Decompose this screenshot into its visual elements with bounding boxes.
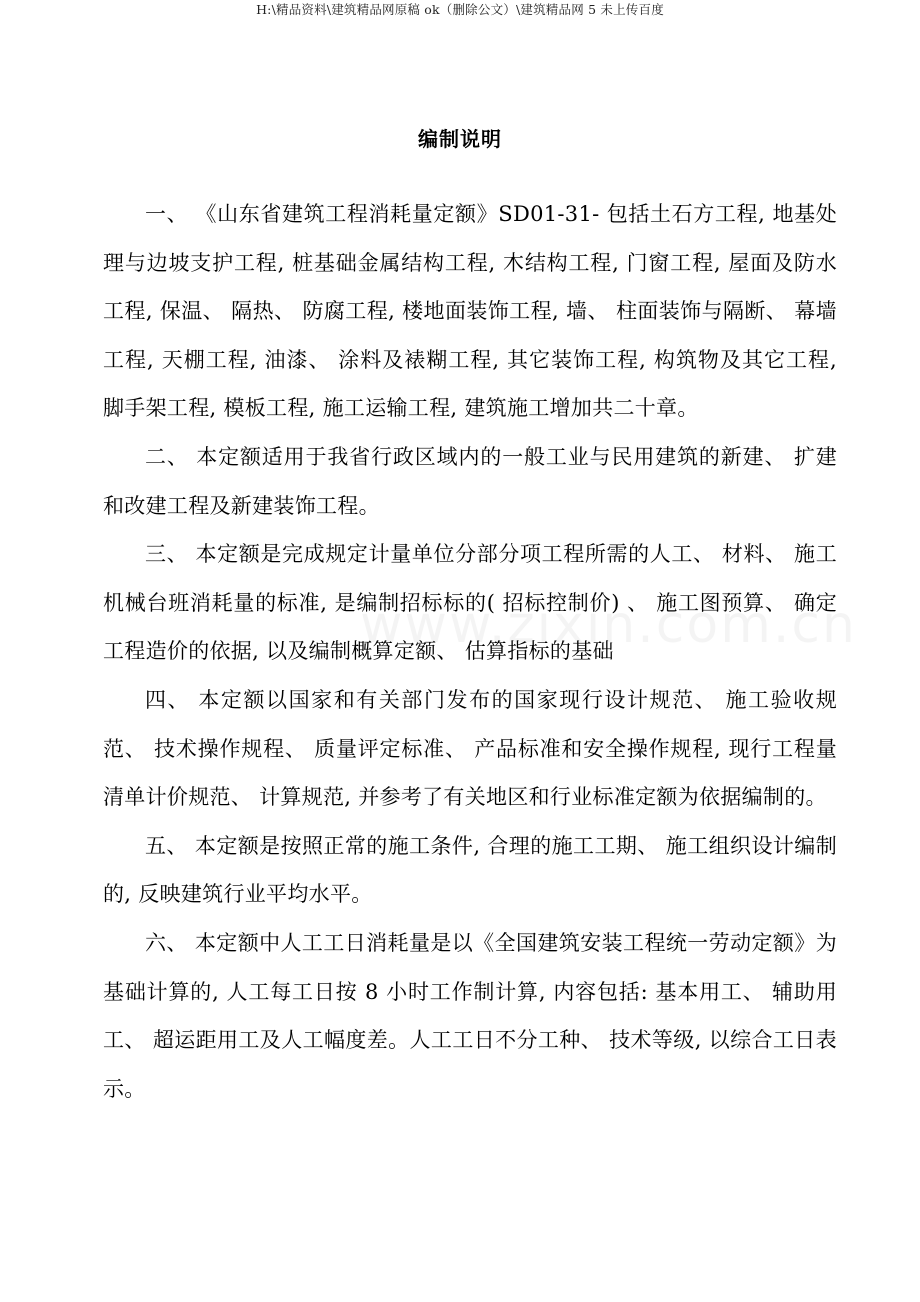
paragraph-3: 三、 本定额是完成规定计量单位分部分项工程所需的人工、 材料、 施工机械台班消耗量的标准, 是编制招标标的( 招标控制价) 、 施工图预算、 确定工程造价的依据, 以及编制概算定额、 估算指标的基础 [103,542,837,664]
paragraph-2: 二、 本定额适用于我省行政区域内的一般工业与民用建筑的新建、 扩建和改建工程及新建装饰工程。 [103,444,837,518]
header-file-path: H:\精品资料\建筑精品网原稿 ok（删除公文）\建筑精品网 5 未上传百度 [256,2,664,17]
paragraph-6: 六、 本定额中人工工日消耗量是以《全国建筑安装工程统一劳动定额》为基础计算的, 人工每工日按 8 小时工作制计算, 内容包括: 基本用工、 辅助用工、 超运距用工及人工幅度差。人工工日不分工种、 技术等级, 以综合工日表示。 [103,930,837,1101]
document-body [103,190,837,1113]
document-title: 编制说明 [418,127,502,151]
paragraph-1: 一、 《山东省建筑工程消耗量定额》SD01-31- 包括土石方工程, 地基处理与边坡支护工程, 桩基础金属结构工程, 木结构工程, 门窗工程, 屋面及防水工程, 保温、 隔热、 防腐工程, 楼地面装饰工程, 墙、 柱面装饰与隔断、 幕墙工程, 天棚工程, 油漆、 涂料及裱糊工程, 其它装饰工程, 构筑物及其它工程, 脚手架工程, 模板工程, 施工运输工程, 建筑施工增加共二十章。 [103,202,837,421]
paragraph-4: 四、 本定额以国家和有关部门发布的国家现行设计规范、 施工验收规范、 技术操作规程、 质量评定标准、 产品标准和安全操作规程, 现行工程量清单计价规范、 计算规范, 并参考了有关地区和行业标准定额为依据编制的。 [103,687,837,810]
paragraph-5: 五、 本定额是按照正常的施工条件, 合理的施工工期、 施工组织设计编制的, 反映建筑行业平均水平。 [103,833,837,907]
